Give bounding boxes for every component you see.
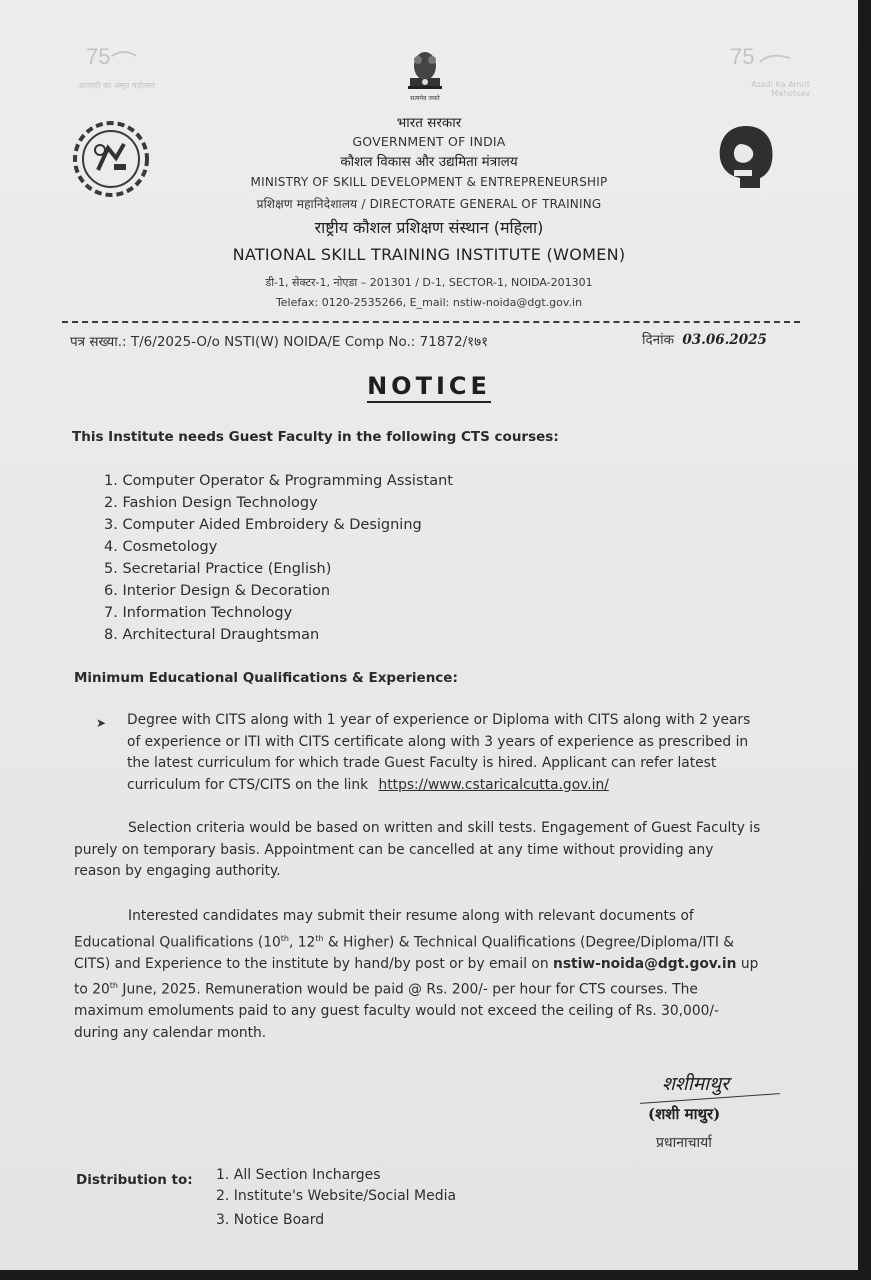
reference-date (642, 330, 767, 348)
course-item: 2. Fashion Design Technology (104, 495, 318, 511)
arrow-bullet-icon: ➤ (96, 716, 107, 730)
course-item: 8. Architectural Draughtsman (104, 627, 320, 643)
course-item: 4. Cosmetology (104, 539, 218, 555)
distribution-item: 1. All Section Incharges (216, 1167, 381, 1183)
header-directorate: प्रशिक्षण महानिदेशालय / DIRECTORATE GENERAL OF TRAINING (256, 197, 602, 211)
signatory-designation: प्रधानाचार्या (656, 1135, 712, 1151)
header-hindi-institute: राष्ट्रीय कौशल प्रशिक्षण संस्थान (महिला) (314, 218, 544, 237)
qualifications-heading: Minimum Educational Qualifications & Experience: (74, 670, 458, 686)
apply-paragraph (74, 906, 764, 1044)
superscript: th (280, 933, 289, 943)
qualifications-body: Degree with CITS along with 1 year of experience or Diploma with CITS along with 2 years of experience or ITI with CITS certificate along with 3 years of experience as prescribed in the latest curriculum for which trade Guest Faculty is hired. Applicant can refer latest curriculum for CTS/CITS on the link (127, 712, 751, 793)
distribution-item: 3. Notice Board (216, 1212, 325, 1228)
distribution-label: Distribution to: (76, 1172, 193, 1188)
emblem-caption: सत्यमेव जयते (410, 95, 440, 102)
notice-title-wrap (0, 372, 858, 403)
azadi-logo-left: 75 आज़ादी का अमृत महोत्सव (78, 44, 156, 90)
date-value: 03.06.2025 (682, 332, 767, 348)
reference-number: पत्र सख्या.: T/6/2025-O/o NSTI(W) NOIDA/E Comp No.: 71872/१७१ (70, 334, 489, 350)
intro-text: This Institute needs Guest Faculty in the following CTS courses: (72, 429, 559, 445)
header-hindi-govt: भारत सरकार (396, 115, 462, 131)
header-contact: Telefax: 0120-2535266, E_mail: nstiw-noida@dgt.gov.in (275, 296, 583, 309)
svg-text:75: 75 (86, 44, 111, 69)
course-item: 1. Computer Operator & Programming Assistant (104, 473, 453, 489)
course-item: 6. Interior Design & Decoration (104, 583, 331, 599)
header-divider (62, 321, 800, 323)
course-item: 5. Secretarial Practice (English) (104, 561, 332, 577)
apply-text: June, 2025. Remuneration would be paid @ Rs. 200/- per hour for CTS courses. The maximum emoluments paid to any guest faculty would not exceed the ceiling of Rs. 30,000/- during any calendar month. (74, 981, 720, 1041)
email-address[interactable]: nstiw-noida@dgt.gov.in (553, 955, 737, 972)
signature-scribble: शशीमाथुर (662, 1073, 729, 1095)
apply-text: , 12 (288, 934, 316, 951)
selection-paragraph: Selection criteria would be based on written and skill tests. Engagement of Guest Faculty is purely on temporary basis. Appointment can be cancelled at any time without providing any reason by engaging authority. (74, 820, 761, 879)
course-item: 7. Information Technology (104, 605, 293, 621)
header-institute: NATIONAL SKILL TRAINING INSTITUTE (WOMEN) (232, 245, 626, 264)
header-ministry: MINISTRY OF SKILL DEVELOPMENT & ENTREPRENEURSHIP (250, 175, 608, 189)
apply-text: up to 20 (74, 955, 759, 998)
apply-text: & Higher) & Technical Qualifications (Degree/Diploma/ITI & CITS) and Experience to the institute by hand/by post or by email on (74, 934, 735, 972)
superscript: th (315, 933, 324, 943)
svg-text:75: 75 (730, 44, 755, 69)
date-label: दिनांक (642, 332, 675, 348)
header-govt: GOVERNMENT OF INDIA (352, 134, 506, 149)
superscript: th (109, 981, 119, 991)
distribution-item: 2. Institute's Website/Social Media (216, 1188, 457, 1204)
cstari-link[interactable]: https://www.cstaricalcutta.gov.in/ (378, 776, 609, 793)
header-hindi-ministry: कौशल विकास और उद्यमिता मंत्रालय (340, 154, 518, 170)
azadi-logo-right: 75 Azadi Ka Amrit Mahotsav (730, 44, 810, 98)
course-item: 3. Computer Aided Embroidery & Designing (104, 517, 422, 533)
notice-title: NOTICE (367, 372, 491, 403)
signatory-name: (शशी माथुर) (648, 1105, 721, 1123)
header-address: डी-1, सेक्टर-1, नोएडा – 201301 / D-1, SECTOR-1, NOIDA-201301 (265, 276, 593, 289)
apply-text: Interested candidates may submit their resume along with relevant documents of Educational Qualifications (10 (74, 908, 694, 951)
qualifications-text (127, 710, 765, 796)
